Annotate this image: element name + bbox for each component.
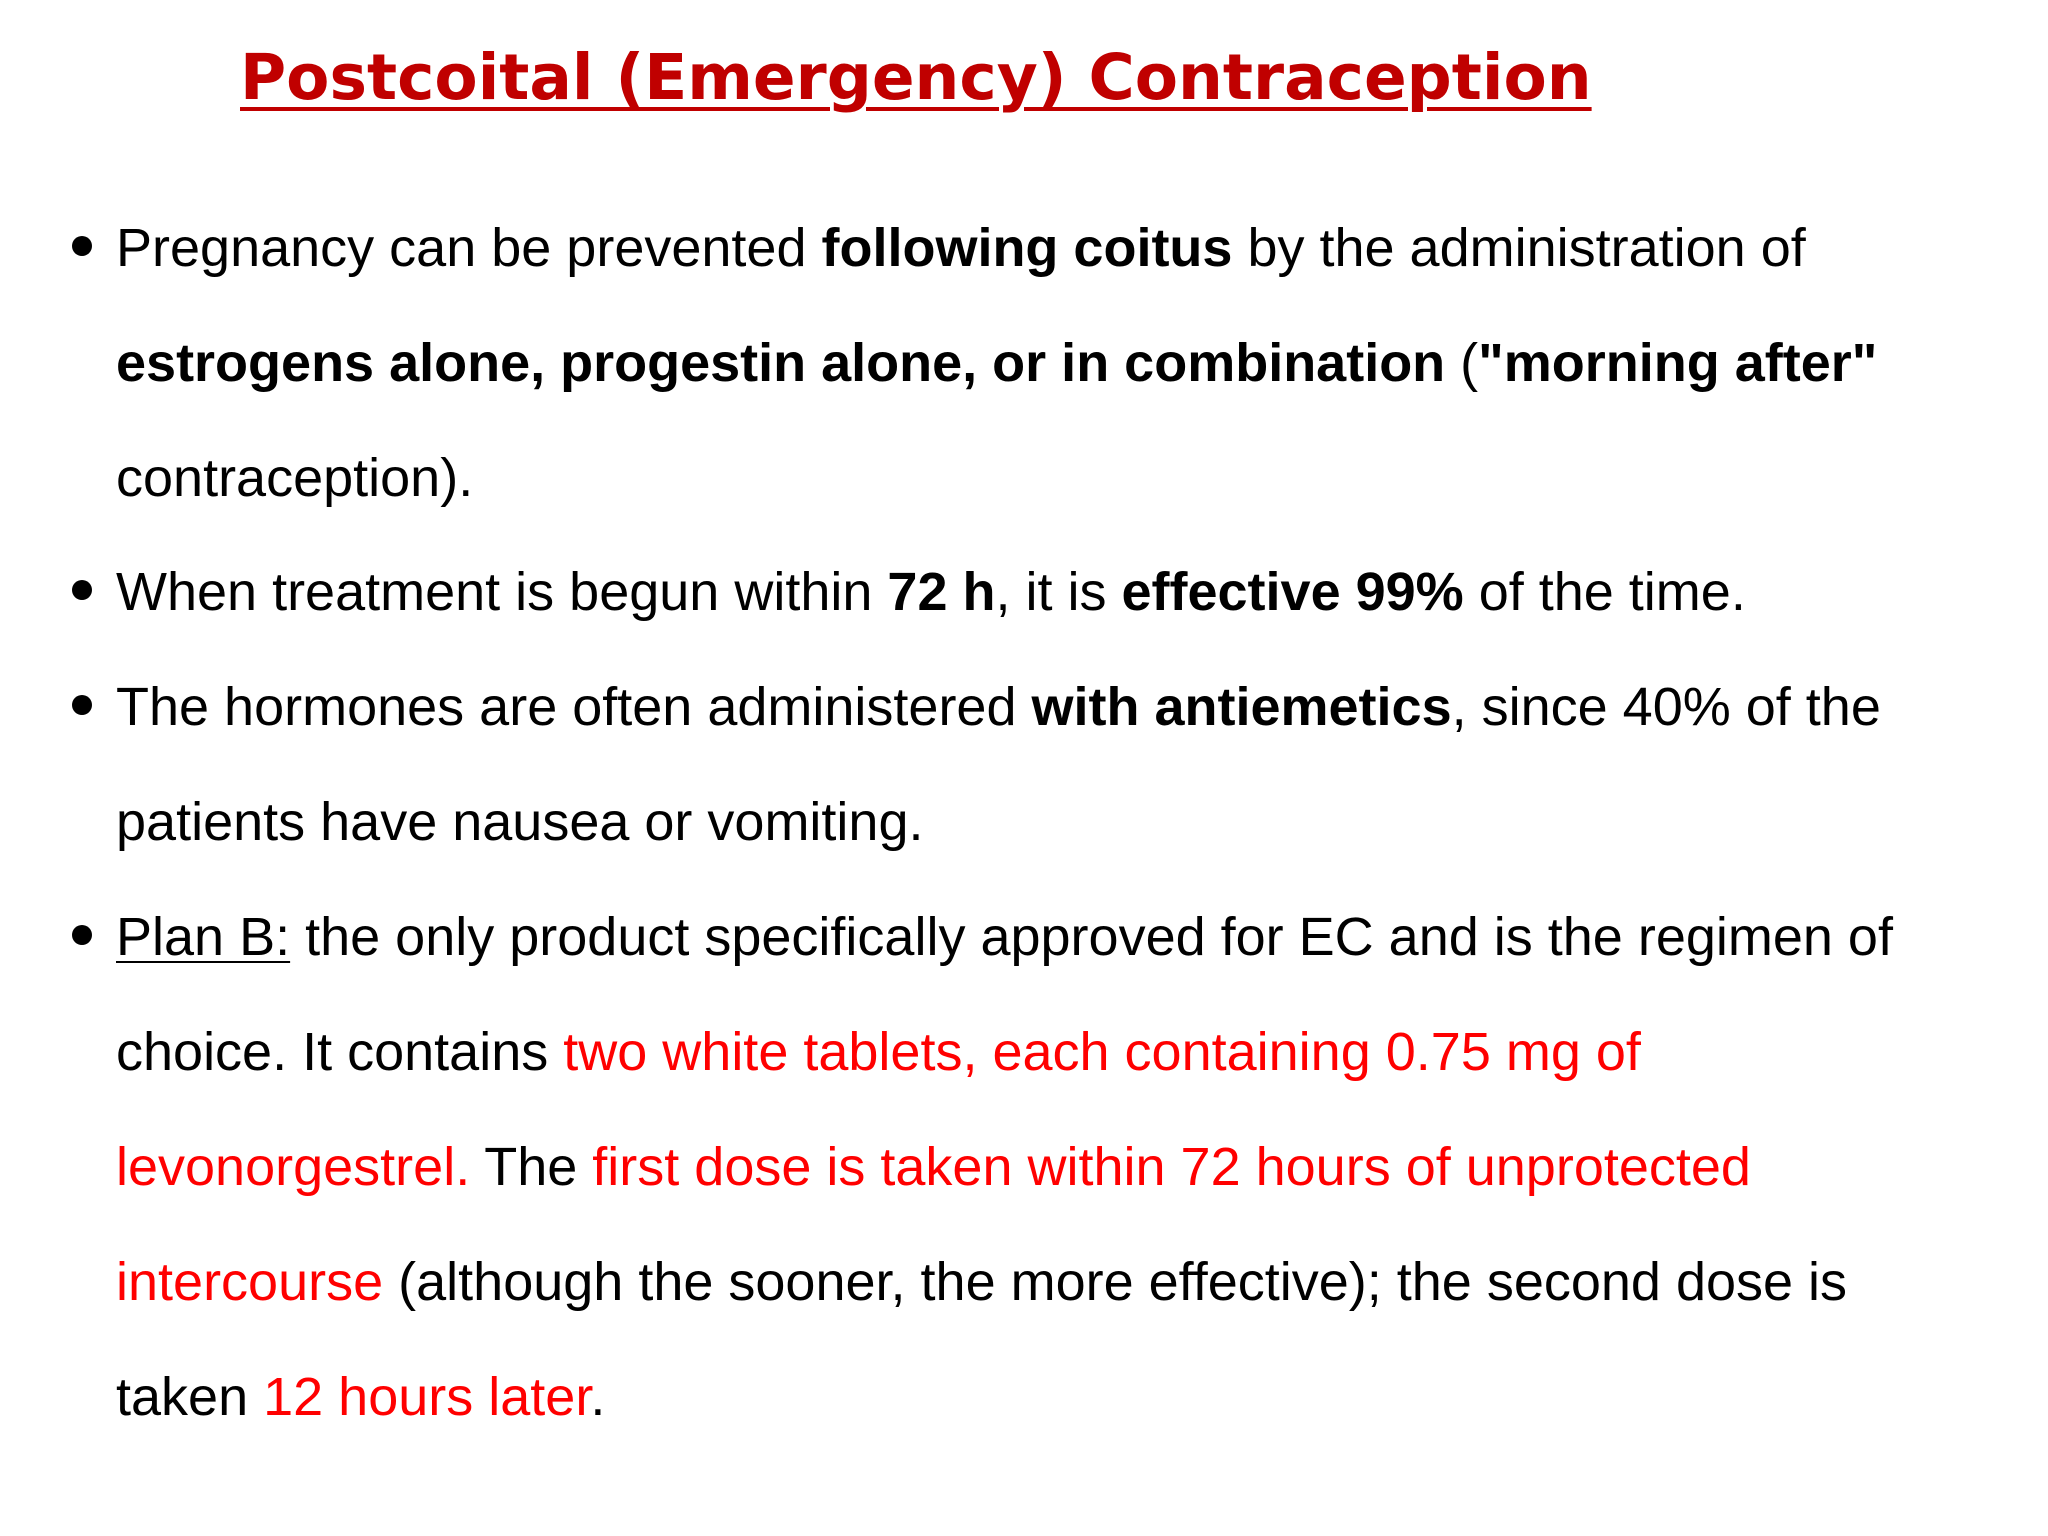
bullet-text [116, 650, 1996, 880]
bullet-dot-icon [72, 925, 92, 945]
bold-text: estrogens alone, progestin alone, or in combination [116, 333, 1446, 393]
bold-text: following coitus [821, 218, 1233, 278]
text-run: contraception). [116, 448, 474, 508]
text-run: . [590, 1367, 606, 1427]
text-run: , since 40% of the patients have nausea or vomiting. [116, 677, 1881, 852]
text-run: by the administration of [1232, 218, 1806, 278]
bullet-dot-icon [72, 695, 92, 715]
bold-text: "morning after" [1478, 333, 1878, 393]
text-run: (although the sooner, the more effective); the second dose is taken [116, 1252, 1848, 1427]
bold-text: with antiemetics [1031, 677, 1452, 737]
text-run: The [470, 1137, 593, 1197]
bullet-text [116, 535, 2016, 650]
red-text: two white tablets, each containing 0.75 mg of levonorgestrel. [116, 1022, 1641, 1197]
text-run: ( [1445, 333, 1479, 393]
bullet-dot-icon [72, 236, 92, 256]
bold-text: 72 h [887, 562, 996, 622]
bullet-dot-icon [72, 580, 92, 600]
red-text: 12 hours later [263, 1367, 591, 1427]
bullet-text [116, 191, 1956, 536]
bold-text: effective 99% [1121, 562, 1464, 622]
red-text: first dose is taken within 72 hours of unprotected intercourse [116, 1137, 1751, 1312]
text-run: The hormones are often administered [116, 677, 1032, 737]
underlined-text: Plan B: [116, 907, 291, 967]
text-run: of the time. [1463, 562, 1746, 622]
text-run: , it is [995, 562, 1122, 622]
text-run: Pregnancy can be prevented [116, 218, 822, 278]
bullet-text [116, 880, 1976, 1455]
text-run: When treatment is begun within [116, 562, 888, 622]
text-run: the only product specifically approved for EC and is the regimen of choice. It contains [116, 907, 1893, 1082]
slide-title: Postcoital (Emergency) Contraception [240, 41, 1592, 114]
